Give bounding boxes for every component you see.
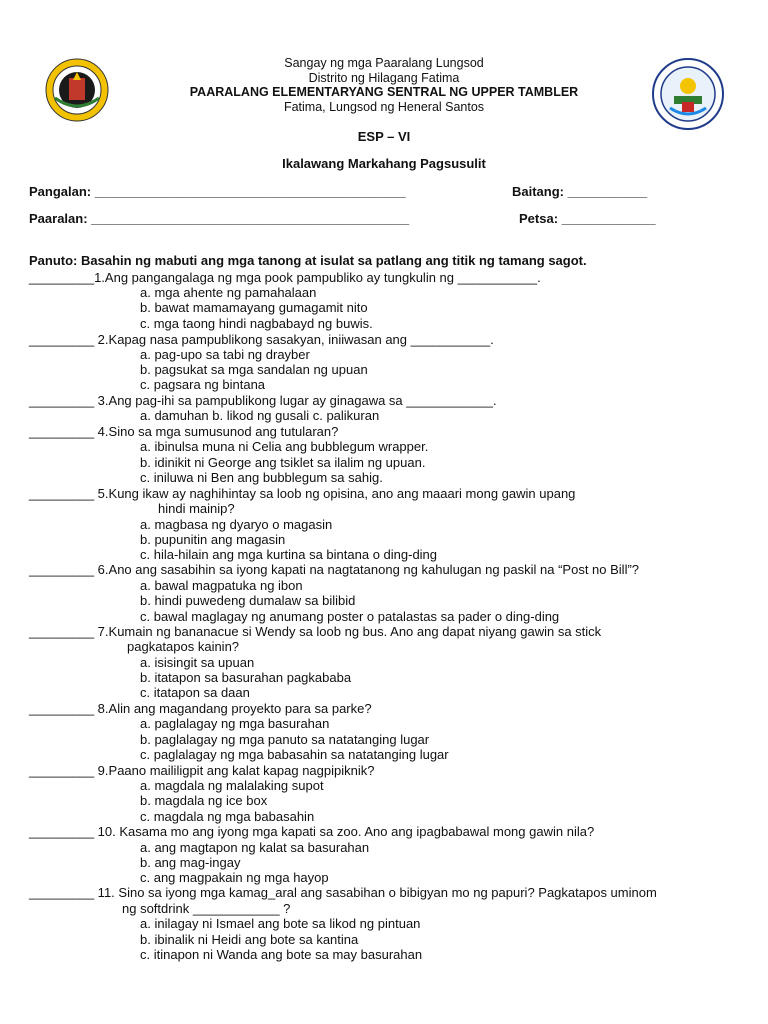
question-item: _________1.Ang pangangalaga ng mga pook pampubliko ay tungkulin ng ___________. [29,270,541,285]
choice-item: b. itatapon sa basurahan pagkababa [140,670,352,685]
choice-item: a. ibinulsa muna ni Celia ang bubblegum wrapper. [140,439,429,454]
choice-item: b. ang mag-ingay [140,855,241,870]
choice-item: a. damuhan b. likod ng gusali c. palikuran [140,408,380,423]
choice-item: a. inilagay ni Ismael ang bote sa likod ng pintuan [140,916,421,931]
question-item: _________ 9.Paano maililigpit ang kalat kapag nagpipiknik? [29,763,375,778]
choice-item: c. magdala ng mga babasahin [140,809,315,824]
choice-item: b. magdala ng ice box [140,793,268,808]
question-item: _________ 11. Sino sa iyong mga kamag_aral ang sasabihan o bibigyan mo ng papuri? Pagkatapos uminom [29,885,657,900]
choice-item: c. paglalagay ng mga babasahin sa natatanging lugar [140,747,449,762]
question-item: _________ 6.Ano ang sasabihin sa iyong kapati na nagtatanong ng kahulugan ng paskil na “Post no Bill”? [29,562,640,577]
choice-item: b. pagsukat sa mga sandalan ng upuan [140,362,368,377]
choice-item: c. iniluwa ni Ben ang bubblegum sa sahig. [140,470,383,485]
choice-item: ng softdrink ____________ ? [122,901,291,916]
choice-item: a. magdala ng malalaking supot [140,778,324,793]
petsa-field: Petsa: _____________ [519,211,656,226]
choice-item: c. pagsara ng bintana [140,377,266,392]
school-name: PAARALANG ELEMENTARYANG SENTRAL NG UPPER TAMBLER [189,85,579,99]
choice-item: a. isisingit sa upuan [140,655,255,670]
choice-item: b. bawat mamamayang gumagamit nito [140,300,368,315]
choice-item: b. paglalagay ng mga panuto sa natatanging lugar [140,732,430,747]
choice-item: hindi mainip? [158,501,235,516]
question-item: _________ 2.Kapag nasa pampublikong sasakyan, iniiwasan ang ___________. [29,332,494,347]
choice-item: c. hila-hilain ang mga kurtina sa bintana o ding-ding [140,547,438,562]
choice-item: a. bawal magpatuka ng ibon [140,578,303,593]
choice-item: a. mga ahente ng pamahalaan [140,285,317,300]
pangalan-field: Pangalan: ___________________________________________ [29,184,406,199]
choice-item: c. bawal maglagay ng anumang poster o patalastas sa pader o ding-ding [140,609,560,624]
instructions: Panuto: Basahin ng mabuti ang mga tanong at isulat sa patlang ang titik ng tamang sagot. [29,253,587,268]
choice-item: b. idinikit ni George ang tsiklet sa ilalim ng upuan. [140,455,426,470]
header-line-1: Sangay ng mga Paaralang Lungsod [284,56,484,70]
choice-item: c. mga taong hindi nagbabayd ng buwis. [140,316,373,331]
choice-item: c. ang magpakain ng mga hayop [140,870,329,885]
subject-title: ESP – VI [357,129,411,144]
document-header [0,56,768,114]
choice-item: a. pag-upo sa tabi ng drayber [140,347,310,362]
question-item: _________ 7.Kumain ng bananacue si Wendy sa loob ng bus. Ano ang dapat niyang gawin sa stick [29,624,602,639]
choice-item: a. ang magtapon ng kalat sa basurahan [140,840,370,855]
choice-item: a. paglalagay ng mga basurahan [140,716,330,731]
choice-item: c. itatapon sa daan [140,685,250,700]
choice-item: a. magbasa ng dyaryo o magasin [140,517,333,532]
paaralan-field: Paaralan: ____________________________________________ [29,211,410,226]
choice-item: b. ibinalik ni Heidi ang bote sa kantina [140,932,359,947]
choice-item: pagkatapos kainin? [127,639,240,654]
question-item: _________ 10. Kasama mo ang iyong mga kapati sa zoo. Ano ang ipagbabawal mong gawin nila? [29,824,595,839]
choice-item: b. pupunitin ang magasin [140,532,286,547]
question-item: _________ 3.Ang pag-ihi sa pampublikong lugar ay ginagawa sa ____________. [29,393,497,408]
header-line-4: Fatima, Lungsod ng Heneral Santos [283,99,485,114]
question-item: _________ 8.Alin ang magandang proyekto para sa parke? [29,701,372,716]
question-item: _________ 4.Sino sa mga sumusunod ang tutularan? [29,424,339,439]
choice-item: c. itinapon ni Wanda ang bote sa may basurahan [140,947,423,962]
header-line-2: Distrito ng Hilagang Fatima [308,70,460,85]
choice-item: b. hindi puwedeng dumalaw sa bilibid [140,593,356,608]
exam-title: Ikalawang Markahang Pagsusulit [282,156,486,171]
question-item: _________ 5.Kung ikaw ay naghihintay sa loob ng opisina, ano ang maaari mong gawin upang [29,486,576,501]
baitang-field: Baitang: ___________ [512,184,648,199]
